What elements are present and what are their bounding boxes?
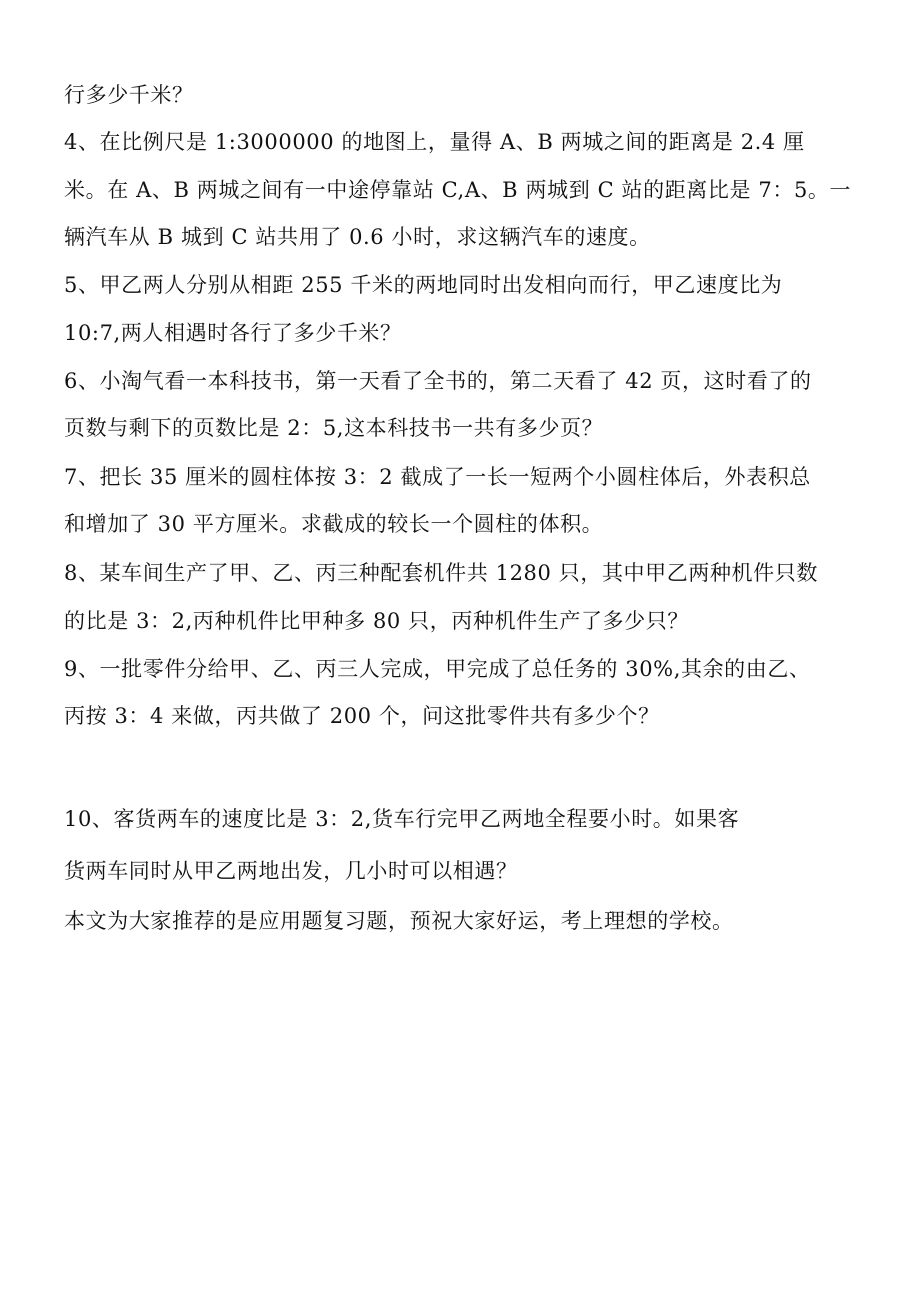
text-line-6: 10:7,两人相遇时各行了多少千米？: [64, 321, 402, 345]
text-line-15: 10、客货两车的速度比是 3：2,货车行完甲乙两地全程要小时。如果客: [64, 807, 740, 831]
text-line-2: 4、在比例尺是 1:3000000 的地图上，量得 A、B 两城之间的距离是 2.4 厘: [64, 130, 805, 154]
text-line-13: 9、一批零件分给甲、乙、丙三人完成，甲完成了总任务的 30%,其余的由乙、: [64, 657, 811, 681]
text-line-11: 8、某车间生产了甲、乙、丙三种配套机件共 1280 只，其中甲乙两种机件只数: [64, 561, 818, 585]
text-line-9: 7、把长 35 厘米的圆柱体按 3：2 截成了一长一短两个小圆柱体后，外表积总: [64, 465, 811, 489]
text-line-16: 货两车同时从甲乙两地出发，几小时可以相遇？: [64, 859, 518, 883]
text-line-12: 的比是 3：2,丙种机件比甲种多 80 只，丙种机件生产了多少只？: [64, 609, 689, 633]
text-line-14: 丙按 3：4 来做，丙共做了 200 个，问这批零件共有多少个？: [64, 704, 660, 728]
text-line-7: 6、小淘气看一本科技书，第一天看了全书的，第二天看了 42 页，这时看了的: [64, 369, 812, 393]
text-line-3: 米。在 A、B 两城之间有一中途停靠站 C,A、B 两城到 C 站的距离比是 7：5。一: [64, 178, 852, 202]
text-line-17: 本文为大家推荐的是应用题复习题，预祝大家好运，考上理想的学校。: [64, 909, 734, 933]
text-line-5: 5、甲乙两人分别从相距 255 千米的两地同时出发相向而行，甲乙速度比为: [64, 273, 783, 297]
text-line-10: 和增加了 30 平方厘米。求截成的较长一个圆柱的体积。: [64, 512, 604, 536]
text-line-4: 辆汽车从 B 城到 C 站共用了 0.6 小时，求这辆汽车的速度。: [64, 225, 651, 249]
text-line-1: 行多少千米？: [64, 83, 194, 107]
text-line-8: 页数与剩下的页数比是 2：5,这本科技书一共有多少页？: [64, 416, 604, 440]
